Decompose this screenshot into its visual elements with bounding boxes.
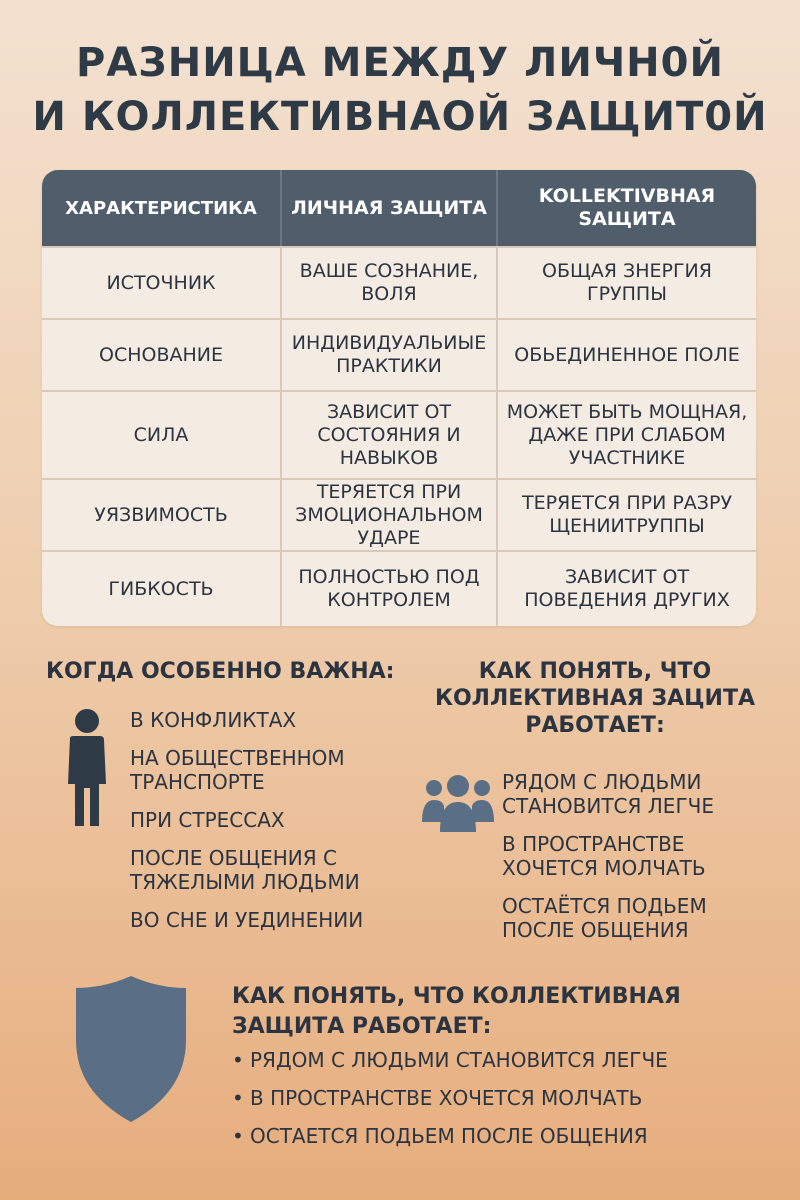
shield-icon <box>72 974 190 1128</box>
collective-cell: ТЕРЯЕТСЯ ПРИ РАЗРУ ЩЕНИИТРУППЫ <box>496 480 756 550</box>
list-item: НА ОБЩЕСТВЕННОМ ТРАНСПОРТЕ <box>130 746 345 794</box>
how-to-know-list <box>502 770 782 956</box>
table-row <box>42 550 756 626</box>
row-label: УЯЗВИМОСТЬ <box>94 503 228 526</box>
list-item: ПОСЛЕ ОБЩЕНИЯ С ТЯЖЕЛЫМИ ЛЮДЬМИ <box>130 846 360 894</box>
comparison-table <box>42 170 756 626</box>
personal-cell: ИНДИВИДУАЛЬИЫЕ ПРАКТИКИ <box>280 320 496 390</box>
list-item: ПРИ СТРЕССАХ <box>130 808 285 832</box>
page-title <box>0 36 800 144</box>
table-row <box>42 390 756 478</box>
when-important-title: КОГДА ОСОБЕННО ВАЖНА: <box>46 659 395 684</box>
bullet-icon: • <box>232 1048 244 1072</box>
list-item: ВО СНЕ И УЕДИНЕНИИ <box>130 908 364 932</box>
personal-cell: ТЕРЯЕТСЯ ПРИ ЗМОЦИОНАЛЬНОМ УДАРЕ <box>280 480 496 550</box>
list-item-text: ОСТАЕТСЯ ПОДЬЕМ ПОСЛЕ ОБЩЕНИЯ <box>250 1124 648 1148</box>
row-label: ОСНОВАНИЕ <box>98 343 223 366</box>
list-item <box>232 1086 772 1110</box>
table-row <box>42 318 756 390</box>
list-item: ОСТАЁТСЯ ПОДЬЕМ ПОСЛЕ ОБЩЕНИЯ <box>502 894 707 942</box>
title-line-1: РАЗНИЦА МЕЖДУ ЛИЧН0Й <box>76 40 724 86</box>
table-header <box>42 170 756 246</box>
list-item: В КОНФЛИКТАХ <box>130 708 297 732</box>
list-item-text: В ПРОСТРАНСТВЕ ХОЧЕТСЯ МОЛЧАТЬ <box>250 1086 643 1110</box>
how-to-know-title: КАК ПОНЯТЬ, ЧТО КОЛЛЕКТИВНАЯ ЗАЦИТА РАБОТАЕТ: <box>435 659 755 738</box>
header-personal: ЛИЧНАЯ ЗАЩИТА <box>280 170 496 246</box>
when-important-list <box>130 708 400 946</box>
list-item <box>232 1048 772 1072</box>
group-icon <box>420 772 496 840</box>
bullet-icon: • <box>232 1086 244 1110</box>
row-label: ГИБКОСТЬ <box>108 577 214 600</box>
collective-cell: ЗАВИСИТ ОТ ПОВЕДЕНИЯ ДРУГИХ <box>496 552 756 626</box>
personal-cell: ПОЛНОСТЬЮ ПОД КОНТРОЛЕМ <box>280 552 496 626</box>
row-label: СИЛА <box>133 423 189 446</box>
row-label: ИСТОЧНИК <box>106 271 216 294</box>
header-collective: KOLLEKTIVВНАЯ SАЩИТА <box>496 170 756 246</box>
collective-cell: МОЖЕТ БЫТЬ МОЩНАЯ, ДАЖЕ ПРИ СЛАБОМ УЧАСТНИКЕ <box>496 392 756 478</box>
list-item: РЯДОМ С ЛЮДЬМИ СТАНОВИТСЯ ЛЕГЧЕ <box>502 770 714 818</box>
bottom-bullet-list <box>232 1048 772 1162</box>
header-characteristic: ХАРАКТЕРИСТИКА <box>65 197 257 219</box>
bullet-icon: • <box>232 1124 244 1148</box>
list-item: В ПРОСТРАНСТВЕ ХОЧЕТСЯ МОЛЧАТЬ <box>502 832 706 880</box>
bottom-section-title: КАК ПОНЯТЬ, ЧТО КОЛЛЕКТИВНАЯ ЗАЩИТА РАБОТАЕТ: <box>232 984 681 1039</box>
person-icon <box>64 708 110 832</box>
personal-cell: ЗАВИСИТ ОТ СОСТОЯНИЯ И НАВЫКОВ <box>280 392 496 478</box>
table-row <box>42 246 756 318</box>
table-row <box>42 478 756 550</box>
title-line-2: И КОЛЛЕКТИВНАОЙ ЗАЩИТ0Й <box>32 94 768 140</box>
list-item <box>232 1124 772 1148</box>
list-item-text: РЯДОМ С ЛЮДЬМИ СТАНОВИТСЯ ЛЕГЧЕ <box>250 1048 668 1072</box>
collective-cell: ОБЬЕДИНЕННОЕ ПОЛЕ <box>496 320 756 390</box>
collective-cell: ОБЩАЯ ЗНЕРГИЯ ГРУППЫ <box>496 248 756 318</box>
personal-cell: ВАШЕ СОЗНАНИЕ, ВОЛЯ <box>280 248 496 318</box>
